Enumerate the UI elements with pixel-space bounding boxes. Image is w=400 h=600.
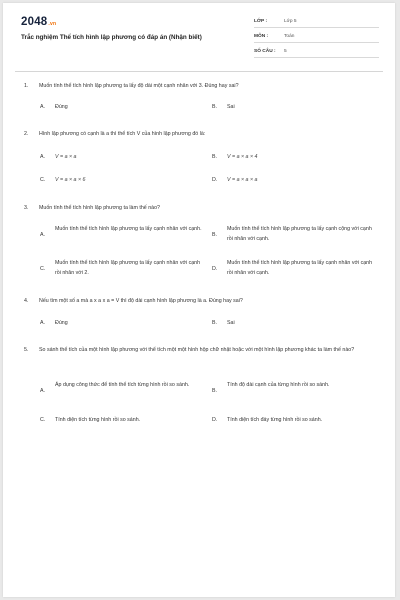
q5-option-a[interactable] xyxy=(40,381,210,401)
option-letter: A. xyxy=(40,387,46,394)
option-letter: A. xyxy=(40,154,46,160)
meta-count-value: 5 xyxy=(284,49,287,54)
question-2 xyxy=(21,130,381,140)
site-logo[interactable] xyxy=(21,16,56,28)
meta-subject-label: MÔN : xyxy=(254,34,269,39)
worksheet-page xyxy=(3,3,395,597)
meta-class-label: LỚP : xyxy=(254,19,268,24)
q5-option-d[interactable] xyxy=(212,416,382,426)
option-letter: D. xyxy=(212,417,218,423)
option-text: Sai xyxy=(227,104,235,110)
meta-count-row xyxy=(254,46,379,58)
meta-count-label: SỐ CÂU : xyxy=(254,49,276,54)
option-text: V = a × a × 6 xyxy=(55,177,86,183)
q3-option-a[interactable] xyxy=(40,225,210,245)
question-3 xyxy=(21,204,381,214)
option-text: Áp dụng công thức để tính thể tích từng hình rồi so sánh. xyxy=(55,382,190,388)
option-text: Muốn tính thể tích hình lập phương ta lấy cạnh nhân với cạnh. xyxy=(55,226,202,232)
option-text: Sai xyxy=(227,320,235,326)
q2-option-c[interactable] xyxy=(40,176,190,186)
meta-subject-value: Toán xyxy=(284,34,295,39)
question-1 xyxy=(21,82,381,92)
option-letter: D. xyxy=(212,265,218,272)
logo-main: 2048 xyxy=(21,16,48,28)
q4-option-b[interactable] xyxy=(212,319,372,329)
option-letter: A. xyxy=(40,320,46,326)
question-text: Hình lập phương có cạnh là a thì thể tích V của hình lập phương đó là: xyxy=(39,131,206,137)
logo-tld: .vn xyxy=(48,21,57,27)
option-text: Muốn tính thể tích hình lập phương ta lấy cạnh nhân với cạnh rồi nhân với 2. xyxy=(55,260,201,276)
worksheet-title: Trắc nghiệm Thể tích hình lập phương có đáp án (Nhận biết) xyxy=(21,34,202,41)
question-4 xyxy=(21,297,381,307)
meta-class-value: Lớp 5 xyxy=(284,19,297,24)
q3-option-d[interactable] xyxy=(212,259,382,279)
option-text: Đúng xyxy=(55,104,68,110)
q2-option-b[interactable] xyxy=(212,153,372,163)
q2-option-a[interactable] xyxy=(40,153,190,163)
option-letter: D. xyxy=(212,177,218,183)
option-text: Tính diện tích từng hình rồi so sánh. xyxy=(55,417,141,423)
question-text: Nếu tìm một số a mà a x a x a = V thì độ dài cạnh hình lập phương là a. Đúng hay sai? xyxy=(39,298,243,304)
meta-class-row xyxy=(254,16,379,28)
option-text: V = a × a × a xyxy=(227,177,258,183)
option-letter: B. xyxy=(212,387,218,394)
option-letter: C. xyxy=(40,177,46,183)
question-5 xyxy=(21,346,381,366)
q4-option-a[interactable] xyxy=(40,319,190,329)
option-letter: B. xyxy=(212,104,218,110)
question-text: So sánh thể tích của một hình lập phương với thể tích một một hình hộp chữ nhật hoặc với một hình lập phương khác ta làm thế nào? xyxy=(39,347,355,353)
q3-option-c[interactable] xyxy=(40,259,210,279)
question-number: 5. xyxy=(24,347,29,353)
q5-option-c[interactable] xyxy=(40,416,210,426)
option-letter: B. xyxy=(212,231,218,238)
option-letter: B. xyxy=(212,154,218,160)
option-text: V = a × a × 4 xyxy=(227,154,258,160)
q2-option-d[interactable] xyxy=(212,176,372,186)
q5-option-b[interactable] xyxy=(212,381,382,401)
question-text: Muốn tính thể tích hình lập phương ta lấy độ dài một cạnh nhân với 3. Đúng hay sai? xyxy=(39,83,239,89)
worksheet-header xyxy=(3,3,395,71)
option-text: V = a × a xyxy=(55,154,77,160)
q3-option-b[interactable] xyxy=(212,225,382,245)
option-letter: A. xyxy=(40,104,46,110)
option-text: Tính diện tích đáy từng hình rồi so sánh. xyxy=(227,417,323,423)
meta-subject-row xyxy=(254,31,379,43)
option-letter: C. xyxy=(40,417,46,423)
option-letter: C. xyxy=(40,265,46,272)
option-text: Muốn tính thể tích hình lập phương ta lấy cạnh cộng với cạnh rồi nhân với cạnh. xyxy=(227,226,372,242)
header-divider xyxy=(15,71,383,72)
q1-option-b[interactable] xyxy=(212,103,372,113)
question-number: 3. xyxy=(24,205,29,211)
option-text: Muốn tính thể tích hình lập phương ta lấy cạnh nhân với cạnh rồi nhân với cạnh. xyxy=(227,260,373,276)
question-number: 1. xyxy=(24,83,29,89)
option-letter: B. xyxy=(212,320,218,326)
question-number: 2. xyxy=(24,131,29,137)
question-number: 4. xyxy=(24,298,29,304)
q1-option-a[interactable] xyxy=(40,103,190,113)
question-text: Muốn tính thể tích hình lập phương ta làm thế nào? xyxy=(39,205,160,211)
option-text: Đúng xyxy=(55,320,68,326)
option-text: Tính độ dài cạnh của từng hình rồi so sánh. xyxy=(227,382,330,388)
option-letter: A. xyxy=(40,231,46,238)
